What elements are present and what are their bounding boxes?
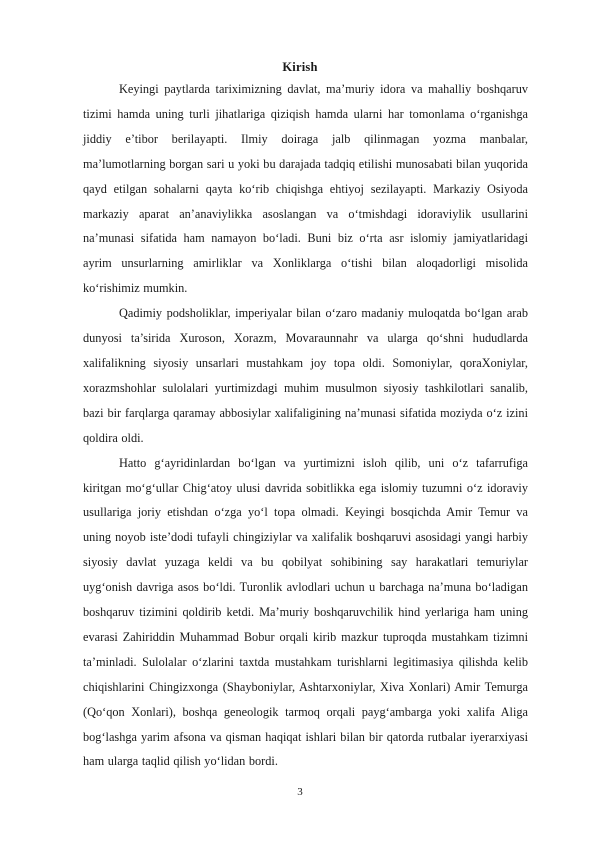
- paragraph-2: Qadimiy podsholiklar, imperiyalar bilan o‘zaro madaniy muloqatda bo‘lgan arab dunyosi ta’sirida Xuroson, Xorazm, Movaraunnahr va ularga qo‘shni hududlarda xalifalikning siyosiy unsarlari mustahkam joy topa oldi. Somoniylar, qoraXoniylar, xorazmshohlar sulolalari yurtimizdagi muhim musulmon siyosiy tashkilotlari sanalib, bazi bir farqlarga qaramay abbosiylar xalifaligining na’munasi sifatida moziyda o‘z izini qoldira oldi.: [83, 306, 528, 445]
- paragraph-3: Hatto g‘ayridinlardan bo‘lgan va yurtimizni isloh qilib, uni o‘z tafarrufiga kiritgan mo‘g‘ullar Chig‘atoy ulusi davrida sobitlikka ega islomiy tuzumni o‘z idoraviy usullariga joriy etishdan o‘zga yo‘l topa olmadi. Keyingi bosqichda Amir Temur va uning noyob iste’dodi tufayli chingiziylar va xalifalik boshqaruvi asosidagi yangi harbiy siyosiy davlat yuzaga keldi va bu qobilyat sohibining say harakatlari temuriylar uyg‘onish davriga asos bo‘ldi. Turonlik avlodlari uchun u barchaga na’muna bo‘ladigan boshqaruv tizimini qoldirib ketdi. Ma’muriy boshqaruvchilik hind yerlariga ham uning evarasi Zahiriddin Muhammad Bobur orqali kirib mazkur tuproqda mustahkam tizimni ta’minladi. Sulolalar o‘zlarini taxtda mustahkam turishlarni legitimasiya qilishda kelib chiqishlarini Chingizxonga (Shayboniylar, Ashtarxoniylar, Xiva Xonlari) Amir Temurga (Qo‘qon Xonlari), boshqa geneologik tarmoq orqali payg‘ambarga yoki xalifa Aliga bog‘lashga yarim afsona va qisman haqiqat ishlari bilan bir qatorda rutbalar iyerarxiyasi ham ularga taqlid qilish yo‘lidan bordi.: [83, 455, 528, 769]
- paragraph-1: Keyingi paytlarda tariximizning davlat, ma’muriy idora va mahalliy boshqaruv tizimi hamda uning turli jihatlariga qiziqish hamda ularni har tomonlama o‘rganishga jiddiy e’tibor berilayapti. Ilmiy doiraga jalb qilinmagan yozma manbalar, ma’lumotlarning borgan sari u yoki bu darajada tadqiq etilishi munosabati bilan yuqorida qayd etilgan sohalarni qayta ko‘rib chiqishga ehtiyoj sezilayapti. Markaziy Osiyoda markaziy aparat an’anaviylikka asoslangan va o‘tmishdagi idoraviylik usullarini na’munasi sifatida ham namayon bo‘ladi. Buni biz o‘rta asr islomiy jamiyatlaridagi ayrim unsurlarning amirliklar va Xonliklarga o‘tishi bilan aloqadorligi misolida ko‘rishimiz mumkin.: [83, 82, 528, 296]
- section-title: Kirish: [282, 60, 318, 74]
- page-number: 3: [297, 786, 303, 798]
- body-text: [83, 77, 528, 774]
